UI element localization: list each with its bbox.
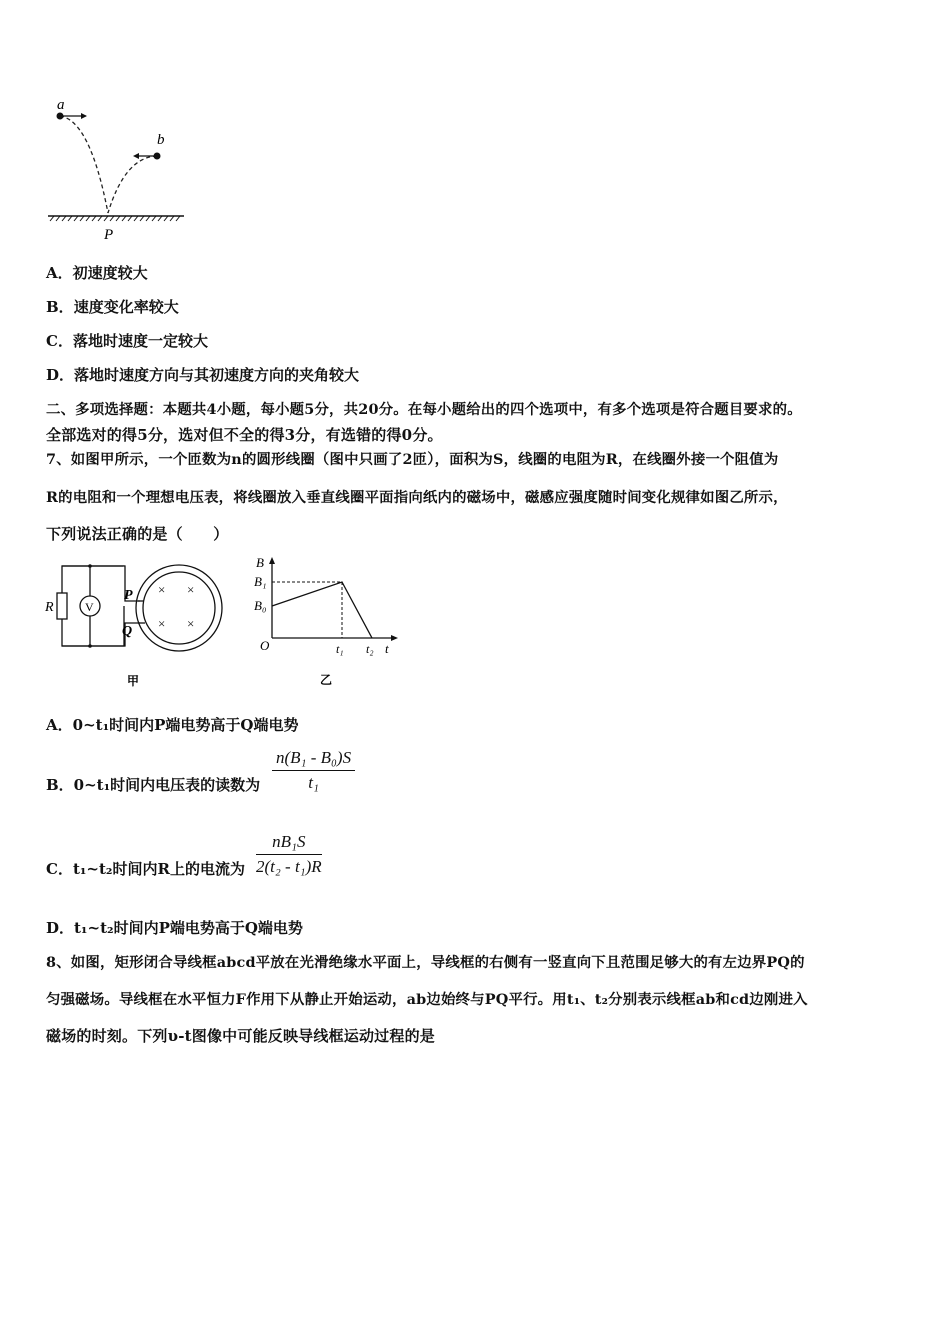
- fraction-denominator: t₁: [308, 773, 319, 792]
- circuit-figure-jia: [40, 556, 240, 691]
- q6-option-d[interactable]: [46, 364, 359, 385]
- option-text: 落地时速度方向与其初速度方向的夹角较大: [74, 366, 360, 384]
- option-letter: A．: [46, 264, 73, 282]
- option-letter: B．: [46, 298, 74, 316]
- fraction-numerator: nB₁S: [256, 832, 322, 855]
- q7-option-a[interactable]: A．0~t₁时间内P端电势高于Q端电势: [46, 716, 299, 734]
- q7-option-b-fraction: [272, 748, 355, 793]
- svg-text:×: ×: [187, 582, 195, 597]
- q6-option-c[interactable]: [46, 330, 208, 351]
- label-q: Q: [122, 624, 133, 639]
- tick-b1: B₁: [254, 574, 267, 589]
- q8-line1: 8、如图，矩形闭合导线框abcd平放在光滑绝缘水平面上，导线框的右侧有一竖直向下且范围足够大的有左边界PQ的: [46, 954, 805, 971]
- option-letter: D．: [46, 366, 75, 384]
- origin-o: O: [260, 638, 270, 653]
- option-text: 初速度较大: [72, 264, 148, 282]
- section2-line2: 全部选对的得5分，选对但不全的得3分，有选错的得0分。: [46, 426, 443, 444]
- tick-b0: B₀: [254, 598, 267, 613]
- axis-b: B: [256, 555, 264, 570]
- svg-text:×: ×: [158, 616, 166, 631]
- q7-line1: 7、如图甲所示，一个匝数为n的圆形线圈（图中只画了2匝），面积为S，线圈的电阻为R，在线圈外接一个阻值为: [46, 451, 779, 468]
- svg-text:×: ×: [187, 616, 195, 631]
- q6-option-b[interactable]: [46, 296, 179, 317]
- q7-option-c-fraction: [256, 832, 322, 877]
- q7-option-b[interactable]: B．0~t₁时间内电压表的读数为: [46, 776, 261, 794]
- label-p: P: [104, 227, 114, 243]
- label-r: R: [45, 600, 54, 615]
- label-p: P: [124, 588, 133, 603]
- axis-t: t: [385, 641, 389, 656]
- caption-jia: 甲: [127, 674, 140, 688]
- fraction-numerator: n(B₁ - B₀)S: [272, 748, 355, 771]
- section2-line1: 二、多项选择题：本题共4小题，每小题5分，共20分。在每小题给出的四个选项中，有多个选项是符合题目要求的。: [46, 401, 802, 418]
- q6-option-a[interactable]: [46, 262, 148, 283]
- q7-line2: R的电阻和一个理想电压表，将线圈放入垂直线圈平面指向纸内的磁场中，磁感应强度随时间变化规律如图乙所示，: [46, 489, 788, 506]
- svg-text:×: ×: [158, 582, 166, 597]
- option-letter: C．: [46, 332, 73, 350]
- tick-t2: t₂: [366, 642, 374, 656]
- q8-line2: 匀强磁场。导线框在水平恒力F作用下从静止开始运动，ab边始终与PQ平行。用t₁、t₂分别表示线框ab和cd边刚进入: [46, 991, 808, 1008]
- bt-graph-yi: [250, 550, 400, 690]
- q7-option-d[interactable]: D．t₁~t₂时间内P端电势高于Q端电势: [46, 919, 303, 937]
- fraction-denominator: 2(t₂ - t₁)R: [256, 857, 322, 876]
- label-b: b: [157, 132, 165, 148]
- option-text: 落地时速度一定较大: [72, 332, 208, 350]
- q7-option-c[interactable]: C．t₁~t₂时间内R上的电流为: [46, 860, 245, 878]
- projectile-figure: [40, 95, 190, 245]
- label-a: a: [57, 97, 65, 113]
- option-text: 速度变化率较大: [73, 298, 179, 316]
- caption-yi: 乙: [320, 673, 333, 687]
- voltmeter-symbol: V: [85, 600, 94, 614]
- q8-line3: 磁场的时刻。下列υ-t图像中可能反映导线框运动过程的是: [46, 1027, 435, 1045]
- q7-line3: 下列说法正确的是（ ）: [46, 525, 229, 543]
- tick-t1: t₁: [336, 642, 344, 656]
